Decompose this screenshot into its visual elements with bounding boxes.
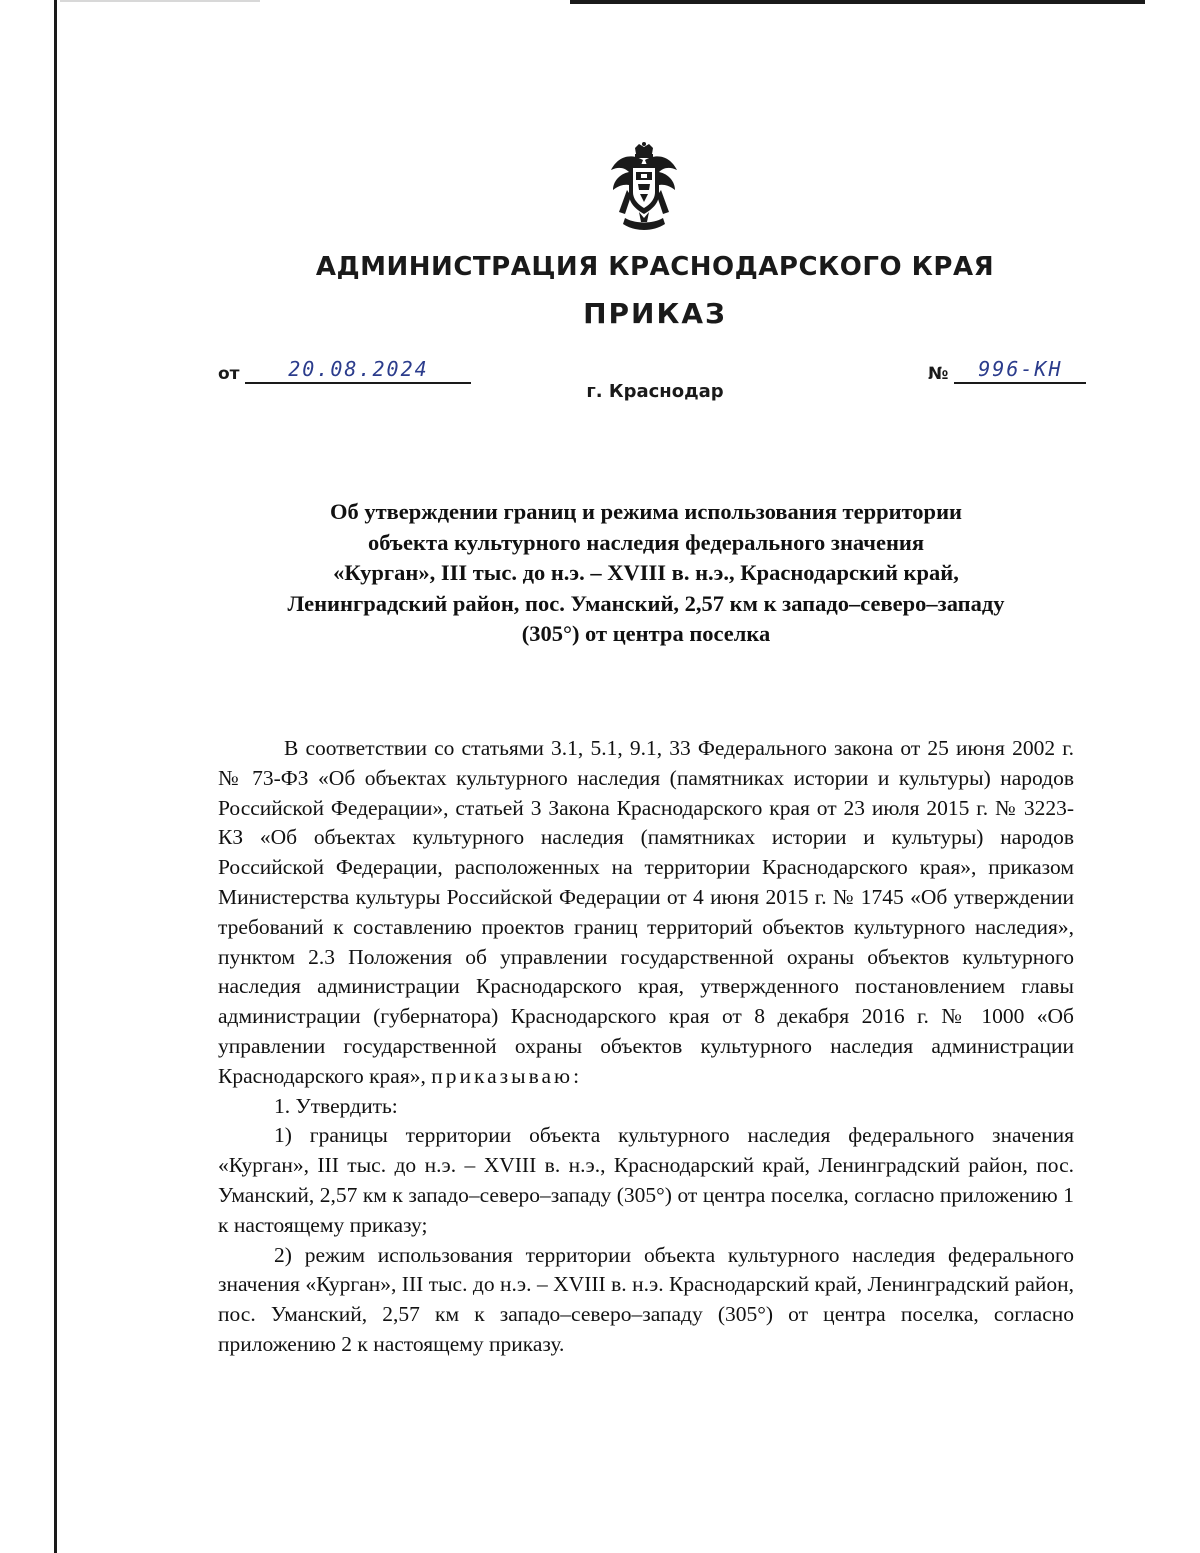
title-line: Об утверждении границ и режима использования территории (329, 499, 963, 524)
number-prefix: № (928, 364, 949, 384)
preamble-paragraph (218, 734, 1074, 1092)
date-value: 20.08.2024 (245, 356, 471, 384)
organization-name: АДМИНИСТРАЦИЯ КРАСНОДАРСКОГО КРАЯ (315, 252, 995, 282)
document-body (218, 734, 1074, 1360)
title-line: объекта культурного наследия федерального значения (367, 529, 925, 555)
date-prefix: от (218, 364, 240, 384)
order-word: приказываю: (431, 1063, 583, 1088)
city-name: г. Краснодар (586, 381, 724, 402)
scan-border-top (570, 0, 1145, 4)
title-line: (305°) от центра поселка (521, 621, 771, 646)
item-1-1: 1) границы территории объекта культурного наследия федерального значения «Курган», III тыс. до н.э. – XVIII в. н.э., Краснодарский край, Ленинградский район, пос. Уманский, 2,57 км к западо–северо–западу (305°) от центра поселка, согласно приложению 1 к настоящему приказу; (218, 1123, 1074, 1237)
scan-smudge (60, 0, 260, 2)
scan-border-left (54, 0, 57, 1553)
document-type: ПРИКАЗ (583, 297, 727, 330)
item-1: 1. Утвердить: (274, 1093, 398, 1118)
title-line: Ленинградский район, пос. Уманский, 2,57 км к западо–северо–западу (287, 590, 1005, 616)
document-title (218, 497, 1074, 650)
item-1-2: 2) режим использования территории объекта культурного наследия федерального значения «Курган», III тыс. до н.э. – XVIII в. н.э. Краснодарский край, Ленинградский район, пос. Уманский, 2,57 км к западо–северо–западу (305°) от центра поселка, согласно приложению 2 к настоящему приказу. (218, 1242, 1074, 1356)
document-number: 996-КН (954, 356, 1086, 384)
krasnodar-coat-of-arms-icon (605, 142, 683, 234)
title-line: «Курган», III тыс. до н.э. – XVIII в. н.э., Краснодарский край, (333, 560, 959, 585)
preamble-text: В соответствии со статьями 3.1, 5.1, 9.1, 33 Федерального закона от 25 июня 2002 г. № 73-ФЗ «Об объектах культурного наследия (памятниках истории и культуры) народов Российской Федерации», статьей 3 Закона Краснодарского края от 23 июля 2015 г. № 3223-КЗ «Об объектах культурного наследия (памятниках истории и культуры) народов Российской Федерации, расположенных на территории Краснодарского края», приказом Министерства культуры Российской Федерации от 4 июня 2015 г. № 1745 «Об утверждении требований к составлению проектов границ территорий объектов культурного наследия», пунктом 2.3 Положения об управлении государственной охраны объектов культурного наследия администрации Краснодарского края, утвержденного постановлением главы администрации (губернатора) Краснодарского края от 8 декабря 2016 г. № 1000 «Об управлении государственной охраны объектов культурного наследия администрации Краснодарского края», (218, 736, 1074, 1088)
